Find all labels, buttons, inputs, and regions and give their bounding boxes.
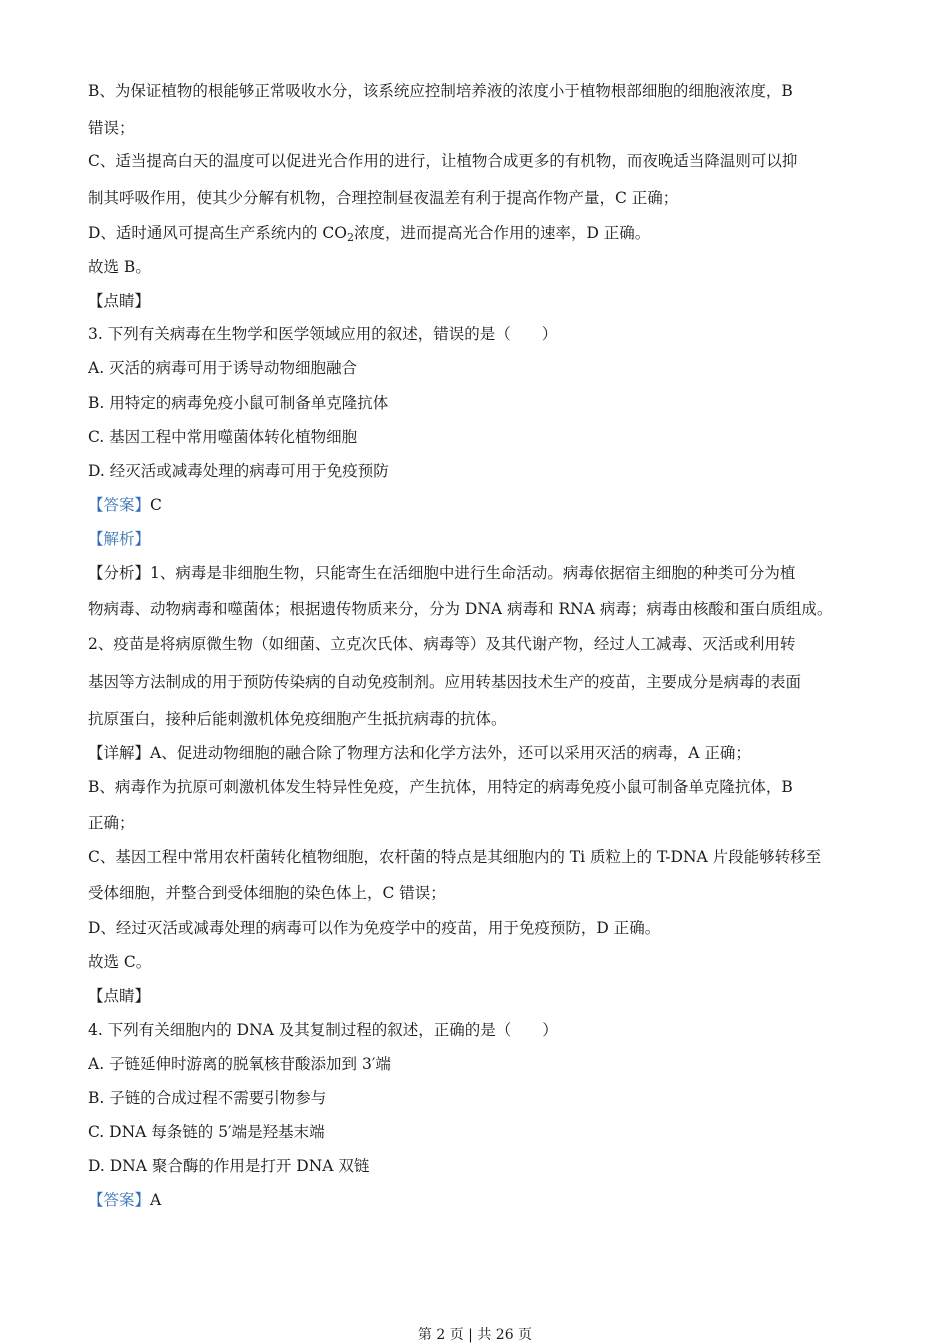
q3-detail-line4: C、基因工程中常用农杆菌转化植物细胞，农杆菌的特点是其细胞内的 Ti 质粒上的 T-DNA 片段能够转移至 (88, 848, 822, 866)
q3-answer (88, 494, 162, 516)
q2-detail-d-subscript: 2 (346, 231, 354, 244)
q4-option-c: C. DNA 每条链的 5′端是羟基末端 (88, 1123, 325, 1141)
answer-value: C (150, 496, 162, 514)
q4-answer (88, 1189, 161, 1211)
q3-option-a: A. 灭活的病毒可用于诱导动物细胞融合 (88, 359, 358, 377)
q4-question: 4. 下列有关细胞内的 DNA 及其复制过程的叙述，正确的是（ ） (88, 1021, 558, 1039)
q2-detail-d-pre: D、适时通风可提高生产系统内的 CO (88, 224, 347, 242)
q3-analysis-line1: 【分析】1、病毒是非细胞生物，只能寄生在活细胞中进行生命活动。病毒依据宿主细胞的种类可分为植 (88, 564, 796, 582)
q3-option-b: B. 用特定的病毒免疫小鼠可制备单克隆抗体 (88, 394, 389, 412)
answer-tag: 【答案】 (88, 496, 151, 514)
q2-detail-c-line2: 制其呼吸作用，使其少分解有机物，合理控制昼夜温差有利于提高作物产量，C 正确； (88, 189, 679, 207)
q4-option-d: D. DNA 聚合酶的作用是打开 DNA 双链 (88, 1157, 370, 1175)
q3-dianjing-heading: 【点睛】 (88, 987, 151, 1005)
answer-tag: 【答案】 (88, 1191, 151, 1209)
q2-detail-c-line1: C、适当提高白天的温度可以促进光合作用的进行，让植物合成更多的有机物，而夜晚适当降温则可以抑 (88, 152, 798, 170)
q3-detail-line3: 正确； (88, 814, 135, 832)
page-footer: 第 2 页 | 共 26 页 (417, 1327, 533, 1343)
q2-detail-d-line (88, 222, 650, 249)
q3-option-d: D. 经灭活或减毒处理的病毒可用于免疫预防 (88, 462, 389, 480)
q3-jiexi-tag: 【解析】 (88, 530, 151, 548)
q2-detail-d-post: 浓度，进而提高光合作用的速率，D 正确。 (353, 224, 651, 242)
q4-option-b: B. 子链的合成过程不需要引物参与 (88, 1089, 327, 1107)
q3-question: 3. 下列有关病毒在生物学和医学领域应用的叙述，错误的是（ ） (88, 325, 558, 343)
q3-detail-line2: B、病毒作为抗原可刺激机体发生特异性免疫，产生抗体，用特定的病毒免疫小鼠可制备单克隆抗体，B (88, 778, 793, 796)
q3-analysis-line2: 物病毒、动物病毒和噬菌体；根据遗传物质来分，分为 DNA 病毒和 RNA 病毒；病毒由核酸和蛋白质组成。 (88, 600, 833, 618)
q3-detail-line6: D、经过灭活或减毒处理的病毒可以作为免疫学中的疫苗，用于免疫预防，D 正确。 (88, 919, 661, 937)
answer-value: A (150, 1191, 162, 1209)
q3-analysis-line5: 抗原蛋白，接种后能刺激机体免疫细胞产生抵抗病毒的抗体。 (88, 710, 507, 728)
q2-conclusion: 故选 B。 (88, 258, 151, 276)
q3-detail-line5: 受体细胞，并整合到受体细胞的染色体上，C 错误； (88, 884, 446, 902)
q2-detail-b-line2: 错误； (88, 119, 135, 137)
q3-conclusion: 故选 C。 (88, 953, 152, 971)
q2-dianjing-heading: 【点睛】 (88, 292, 151, 310)
q3-option-c: C. 基因工程中常用噬菌体转化植物细胞 (88, 428, 358, 446)
q3-analysis-line3: 2、疫苗是将病原微生物（如细菌、立克次氏体、病毒等）及其代谢产物，经过人工减毒、灭活或利用转 (88, 635, 796, 653)
q3-detail-line1: 【详解】A、促进动物细胞的融合除了物理方法和化学方法外，还可以采用灭活的病毒，A 正确； (88, 744, 751, 762)
q4-option-a: A. 子链延伸时游离的脱氧核苷酸添加到 3′端 (88, 1055, 391, 1073)
q2-detail-b-line1: B、为保证植物的根能够正常吸收水分，该系统应控制培养液的浓度小于植物根部细胞的细胞液浓度，B (88, 82, 793, 100)
q3-analysis-line4: 基因等方法制成的用于预防传染病的自动免疫制剂。应用转基因技术生产的疫苗，主要成分是病毒的表面 (88, 673, 802, 691)
